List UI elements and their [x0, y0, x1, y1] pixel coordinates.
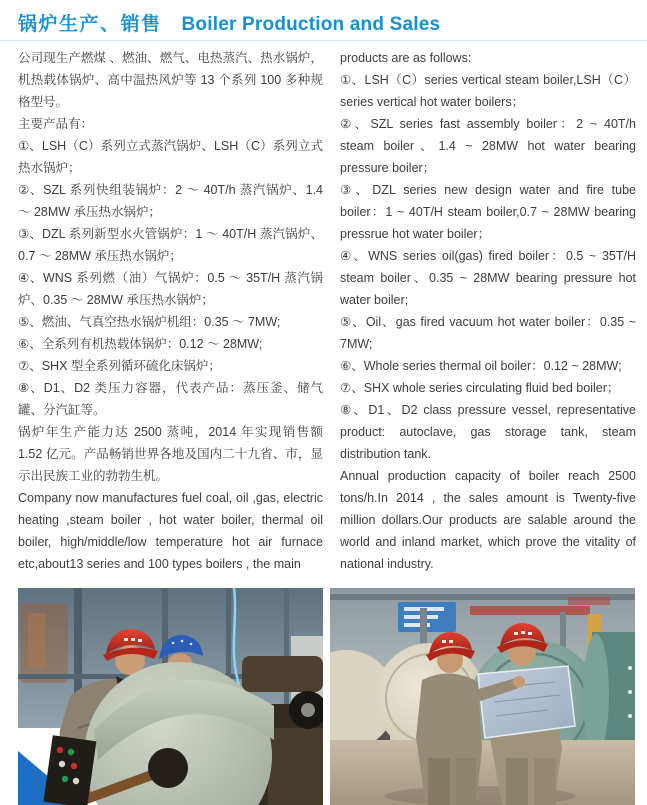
- list-item-8-en: ⑧、D1、D2 class pressure vessel, representative product: autoclave, gas storage tank, steam distribution tank.: [340, 403, 636, 461]
- paragraph-capacity-zh: 锅炉年生产能力达 2500 蒸吨，2014 年实现销售额 1.52 亿元。产品畅销世界各地及国内二十九省、市，显示出民族工业的勃勃生机。: [18, 425, 323, 483]
- photo-boiler-hall: [330, 588, 635, 805]
- paragraph-capacity-en: Annual production capacity of boiler reach 2500 tons/h.In 2014 , the sales amount is Twenty-five million dollars.Our products are salable around the world and inland market, which prove the vitality of national industry.: [340, 469, 636, 571]
- list-item-2-zh: ②、SZL 系列快组装锅炉：2 ～ 40T/h 蒸汽锅炉、1.4 ～ 28MW 承压热水锅炉；: [18, 183, 323, 219]
- left-column: [18, 47, 323, 575]
- list-item-5-zh: ⑤、燃油、气真空热水锅炉机组：0.35 ～ 7MW;: [18, 315, 281, 329]
- crane-beam: [470, 606, 590, 615]
- list-item-6-zh: ⑥、全系列有机热载体锅炉：0.12 ～ 28MW;: [18, 337, 263, 351]
- list-item-6-en: ⑥、Whole series thermal oil boiler：0.12 ~ 28MW;: [340, 359, 622, 373]
- paragraph-intro-zh: 公司现生产燃煤 、燃油、燃气、电热蒸汽、热水锅炉，机热载体锅炉、高中温热风炉等 13 个系列 100 多种规格型号。: [18, 51, 323, 109]
- list-item-1-zh: ①、LSH（C）系列立式蒸汽锅炉、LSH（C）系列立式热水锅炉；: [18, 139, 323, 175]
- list-item-2-en: ②、SZL series fast assembly boiler：2 ~ 40T/h steam boiler、1.4 ~ 28MW hot water bearing pressure boiler；: [340, 117, 636, 175]
- list-item-3-zh: ③、DZL 系列新型水火管锅炉：1 ～ 40T/H 蒸汽锅炉、0.7 ～ 28MW 承压热水锅炉；: [18, 227, 323, 263]
- floor: [330, 740, 635, 805]
- right-column: [340, 47, 636, 575]
- blueprint-sheet: [478, 666, 575, 738]
- list-item-4-zh: ④、WNS 系列燃（油）气锅炉：0.5 ～ 35T/H 蒸汽锅炉、0.35 ～ 28MW 承压热水锅炉；: [18, 271, 323, 307]
- pointing-hand: [513, 676, 525, 688]
- page-title-en: Boiler Production and Sales: [181, 14, 441, 35]
- paragraph-intro-en: Company now manufactures fuel coal, oil ,gas, electric heating ,steam boiler , hot water boiler, thermal oil boiler, high/middle/low temperature hot air furnace etc,about13 series and 100 types boilers , the main: [18, 491, 323, 571]
- paragraph-main-products-zh: 主要产品有：: [18, 117, 94, 131]
- list-item-8-zh: ⑧、D1、D2 类压力容器，代表产品：蒸压釜、储气罐、分汽缸等。: [18, 381, 323, 417]
- list-item-7-en: ⑦、SHX whole series circulating fluid bed boiler；: [340, 381, 620, 395]
- list-item-3-en: ③、DZL series new design water and fire tube boiler：1 ~ 40T/H steam boiler,0.7 ~ 28MW bearing pressrue hot water boiler；: [340, 183, 636, 241]
- list-item-7-zh: ⑦、SHX 型全系列循环硫化床锅炉；: [18, 359, 221, 373]
- list-item-4-en: ④、WNS series oil(gas) fired boiler：0.5 ~ 35T/H steam boiler、0.35 ~ 28MW bearing pressure hot water boiler;: [340, 249, 636, 307]
- roll-hole: [148, 748, 188, 788]
- header-divider: [0, 40, 647, 41]
- page-title-zh: 锅炉生产、销售: [18, 14, 162, 35]
- list-item-5-en: ⑤、Oil、gas fired vacuum hot water boiler：0.35 ~ 7MW;: [340, 315, 636, 351]
- control-panel: [18, 735, 96, 805]
- list-item-1-en: ①、LSH（C）series vertical steam boiler,LSH（C）series vertical hot water boilers；: [340, 73, 636, 109]
- photo-workshop: [18, 588, 323, 805]
- page-title: [18, 9, 440, 36]
- paragraph-products-follow-en: products are as follows:: [340, 51, 472, 65]
